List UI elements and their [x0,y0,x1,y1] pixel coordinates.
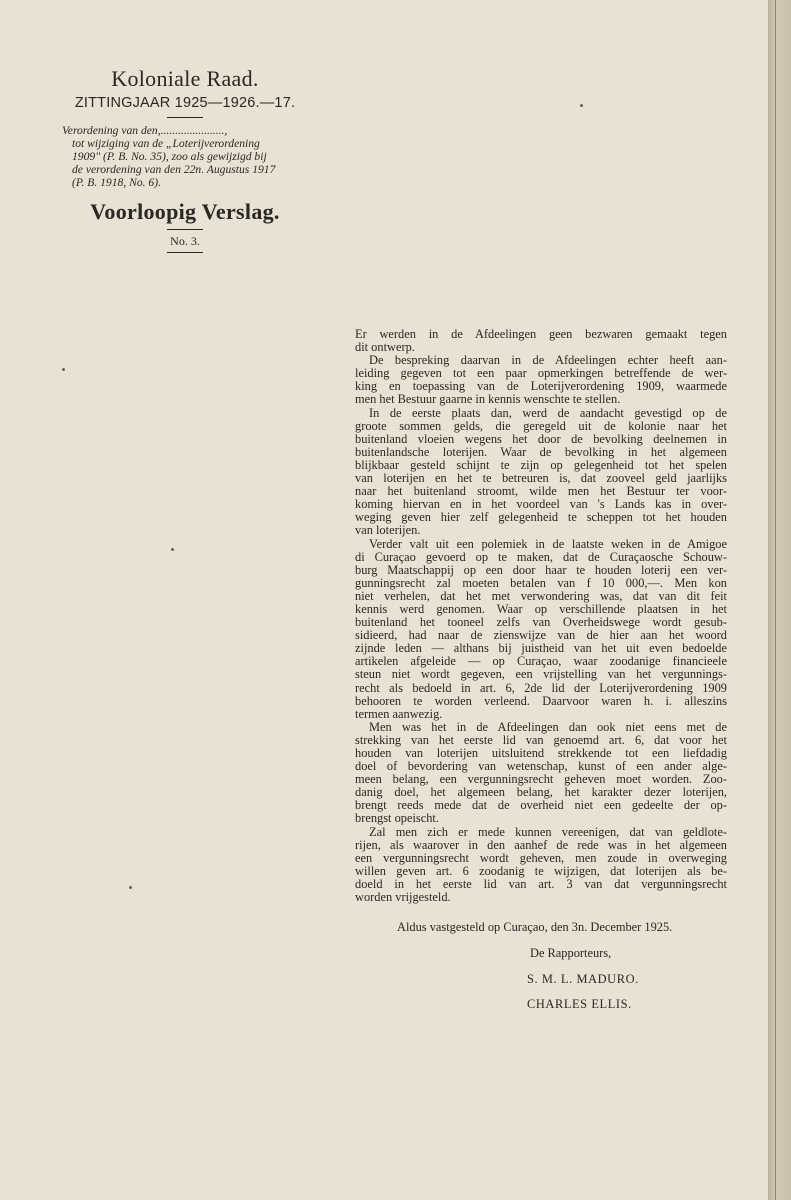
page-edge-line [775,0,776,1200]
body-line: een vergunningsrecht wordt geheven, men zoude in overweging [355,850,727,865]
body-line: termen aanwezig. [355,706,443,721]
subject-line: (P. B. 1918, No. 6). [72,176,161,189]
session-year: ZITTINGJAAR 1925—1926.—17. [74,95,296,111]
body-line: behooren te worden verleend. Daarvoor waren h. i. alleszins [355,693,727,708]
body-line: doel of bevordering van wetenschap, kunst of een ander alge- [355,759,727,774]
subject-description [60,124,310,189]
document-number: No. 3. [170,234,200,248]
document-header [60,66,310,253]
body-paragraph [355,407,727,538]
body-line: De bespreking daarvan in de Afdeelingen echter heeft aan- [369,353,727,368]
body-paragraph [355,538,727,721]
body-line: artikelen afgeleide — op Curaçao, waar zoodanige financieele [355,654,727,669]
report-body [355,328,727,904]
body-line: di Curaçao gevoerd op te maken, dat de Curaçaosche Schouw- [355,549,727,564]
body-line: steun niet wordt gegeven, een vrijstelling van het vergunnings- [355,667,727,682]
body-line: recht als bedoeld in art. 6, 2de lid der Loterijverordening 1909 [355,680,727,695]
body-line: Zal men zich er mede kunnen vereenigen, dat van geldlote- [369,824,727,839]
paper-speck [129,886,132,889]
body-line: weging geven hier zelf gelegenheid te scheppen tot het houden [355,510,727,525]
body-line: dit ontwerp. [355,340,415,355]
place-date: Aldus vastgesteld op Curaçao, den 3n. December 1925. [397,920,673,934]
body-line: blijkbaar gesteld schijnt te zijn op gelegenheid tot het spelen [355,457,727,472]
body-line: van loterijen. [355,523,421,538]
body-line: Er werden in de Afdeelingen geen bezwaren gemaakt tegen [355,327,727,341]
body-line: Verder valt uit een polemiek in de laatste weken in de Amigoe [369,536,727,551]
body-line: willen geven art. 6 zoodanig te wijzigen, dat loterijen als be- [355,863,727,878]
body-line: niet verhelen, dat het met verwondering was, dat van dit feit [355,588,727,603]
body-line: kennis werd genomen. Waar op verschillende plaatsen in het [355,601,727,616]
report-title: Voorloopig Verslag. [90,199,280,224]
body-line: burg Maatschappij op een door haar te houden loterij een ver- [355,562,727,577]
subject-line: Verordening van den,......................, [62,124,228,137]
body-line: koming hiervan en in het voordeel van 's Lands kas in over- [355,497,727,512]
body-line: gunningsrecht zal moeten betalen van f 10 000,—. Men kon [355,575,727,590]
number-divider [167,252,203,253]
body-paragraph [355,354,727,406]
council-title: Koloniale Raad. [111,66,259,91]
signatory-title: De Rapporteurs, [530,946,612,960]
body-line: houden van loterijen uitsluitend strekkende tot een liefdadig [355,746,727,760]
page-edge [768,0,791,1200]
body-paragraph [355,328,727,354]
body-line: buitenlandsche loterijen. Waar de bevolking in het algemeen [355,444,727,459]
body-paragraph [355,826,727,905]
body-line: naar het buitenland stroomt, wilde men het Bestuur ter voor- [355,484,727,499]
body-line: king en toepassing van de Loterijverordening 1909, waarmede [355,379,727,394]
rapporteur-name: CHARLES ELLIS. [527,997,632,1011]
body-line: leiding gegeven tot een paar opmerkingen betreffende de wer- [355,366,727,381]
body-line: strekking van het eerste lid van genoemd art. 6, dat voor het [355,732,727,747]
body-line: rijen, als waarover in den aanhef de rede was in het algemeen [355,837,727,852]
body-line: In de eerste plaats dan, werd de aandacht gevestigd op de [369,405,727,420]
body-line: meen belang, een vergunningsrecht geheven moet worden. Zoo- [355,772,727,787]
body-paragraph [355,721,727,826]
body-line: doeld in het eerste lid van art. 3 van dat vergunningsrecht [355,876,727,891]
body-line: danig doel, het algemeen belang, het karakter dezer loterijen, [355,785,727,800]
body-line: brengst opeischt. [355,811,439,826]
body-line: van loterijen en het te betreuren is, dat zooveel geld jaarlijks [355,471,727,486]
title-divider [167,229,203,230]
paper-speck [62,368,65,371]
body-line: zijnde leden — althans bij juistheid van het uit even bedoelde [355,641,727,656]
body-line: Men was het in de Afdeelingen dan ook niet eens met de [369,719,727,734]
body-line: groote sommen gelds, die geregeld uit de kolonie naar het [355,418,727,433]
rapporteur-name: S. M. L. MADURO. [527,972,639,986]
header-divider [167,117,203,118]
subject-line: 1909" (P. B. No. 35), zoo als gewijzigd bij [72,150,267,163]
paper-speck [580,104,583,107]
body-line: men het Bestuur gaarne in kennis wenschte te stellen. [355,392,621,407]
body-line: buitenland vloeien wegens het door de bevolking deelnemen in [355,431,727,446]
body-line: buitenland het tooneel zelfs van Overheidswege wordt gesub- [355,615,727,630]
body-line: sidieerd, had naar de zienswijze van de hier aan het woord [355,628,727,643]
paper-speck [171,548,174,551]
body-line: brengt reeds mede dat de overheid niet een gedeelte der op- [355,798,727,813]
body-line: worden vrijgesteld. [355,890,451,905]
subject-line: de verordening van den 22n. Augustus 1917 [72,163,276,176]
subject-line: tot wijziging van de „Loterijverordening [72,137,260,150]
